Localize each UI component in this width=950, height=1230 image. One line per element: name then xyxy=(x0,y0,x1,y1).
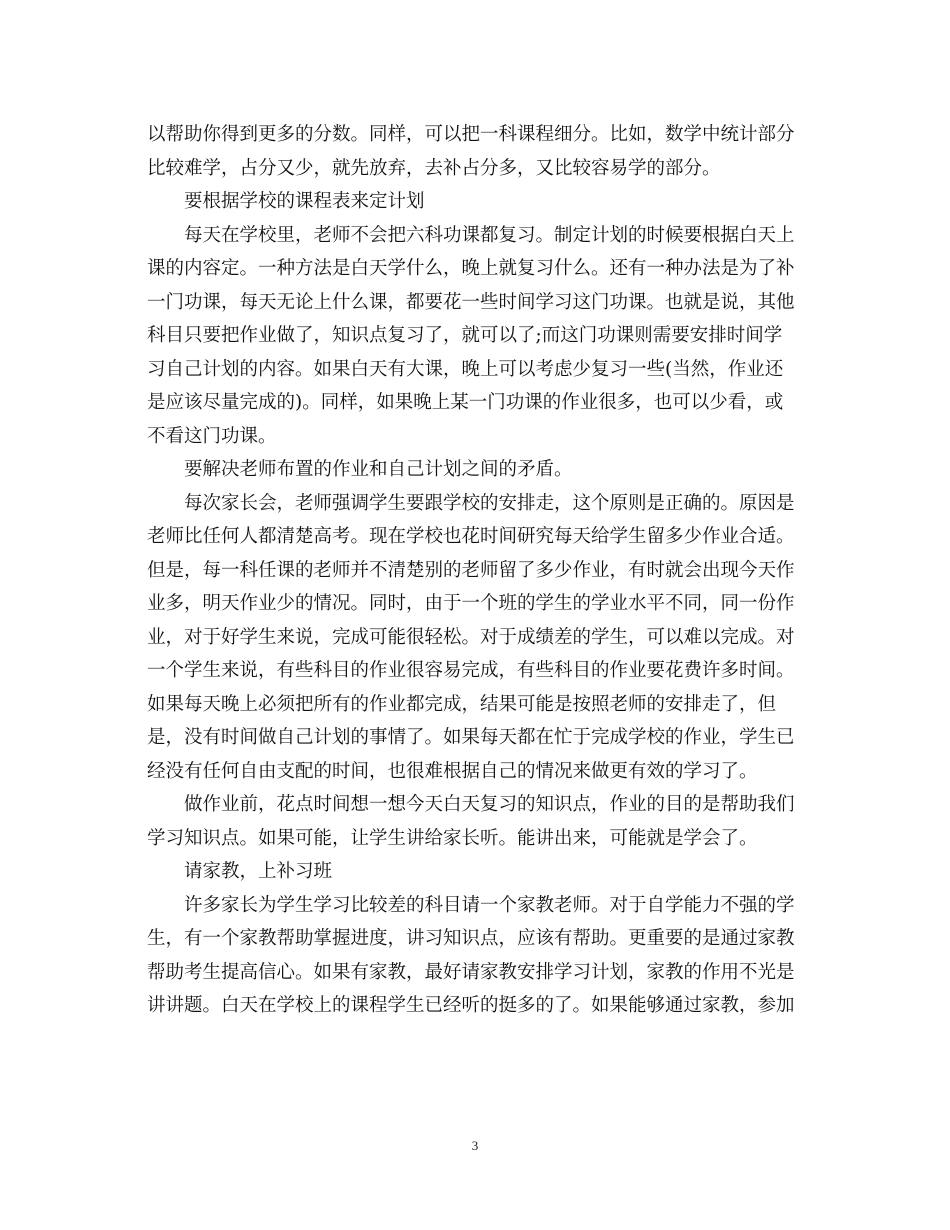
text-line: 习自己计划的内容。如果白天有大课，晚上可以考虑少复习一些(当然，作业还 xyxy=(147,358,784,380)
text-line: 要根据学校的课程表来定计划 xyxy=(184,191,425,212)
text-line: 但是，每一科任课的老师并不清楚别的老师留了多少作业，有时就会出现今天作 xyxy=(147,559,795,581)
text-line: 每天在学校里，老师不会把六科功课都复习。制定计划的时候要根据白天上 xyxy=(184,224,795,246)
text-line: 是应该尽量完成的)。同样，如果晚上某一门功课的作业很多，也可以少看，或 xyxy=(147,392,784,413)
text-line: 经没有任何自由支配的时间，也很难根据自己的情况来做更有效的学习了。 xyxy=(147,760,758,782)
text-line: 许多家长为学生学习比较差的科目请一个家教老师。对于自学能力不强的学 xyxy=(184,894,795,916)
text-line: 科目只要把作业做了，知识点复习了，就可以了;而这门功课则需要安排时间学 xyxy=(147,325,783,346)
text-line: 老师比任何人都清楚高考。现在学校也花时间研究每天给学生留多少作业合适。 xyxy=(147,526,795,547)
text-line: 讲讲题。白天在学校上的课程学生已经听的挺多的了。如果能够通过家教，参加 xyxy=(147,995,795,1016)
text-line: 要解决老师布置的作业和自己计划之间的矛盾。 xyxy=(184,459,573,480)
text-line: 不看这门功课。 xyxy=(147,425,277,447)
body-text xyxy=(147,118,803,1023)
text-line: 如果每天晚上必须把所有的作业都完成，结果可能是按照老师的安排走了，但 xyxy=(147,693,777,715)
text-line: 做作业前，花点时间想一想今天白天复习的知识点，作业的目的是帮助我们 xyxy=(184,794,795,815)
text-line: 学习知识点。如果可能，让学生讲给家长听。能讲出来，可能就是学会了。 xyxy=(147,827,758,849)
text-line: 一个学生来说，有些科目的作业很容易完成，有些科目的作业要花费许多时间。 xyxy=(147,660,795,681)
text-line: 每次家长会，老师强调学生要跟学校的安排走，这个原则是正确的。原因是 xyxy=(184,492,795,514)
text-line: 业，对于好学生来说，完成可能很轻松。对于成绩差的学生，可以难以完成。对 xyxy=(147,626,795,648)
text-line: 比较难学，占分又少，就先放弃，去补占分多，又比较容易学的部分。 xyxy=(147,157,721,179)
text-line: 生，有一个家教帮助掌握进度，讲习知识点，应该有帮助。更重要的是通过家教 xyxy=(147,928,795,949)
text-line: 业多，明天作业少的情况。同时，由于一个班的学生的学业水平不同，同一份作 xyxy=(147,593,795,614)
text-line: 一门功课，每天无论上什么课，都要花一些时间学习这门功课。也就是说，其他 xyxy=(147,291,795,313)
page-number: 3 xyxy=(471,1138,479,1153)
text-line: 请家教，上补习班 xyxy=(184,861,333,882)
text-line: 帮助考生提高信心。如果有家教，最好请家教安排学习计划，家教的作用不光是 xyxy=(147,961,795,983)
text-line: 课的内容定。一种方法是白天学什么，晚上就复习什么。还有一种办法是为了补 xyxy=(147,258,795,279)
text-line: 是，没有时间做自己计划的事情了。如果每天都在忙于完成学校的作业，学生已 xyxy=(147,727,795,748)
text-line: 以帮助你得到更多的分数。同样，可以把一科课程细分。比如，数学中统计部分 xyxy=(147,124,795,145)
